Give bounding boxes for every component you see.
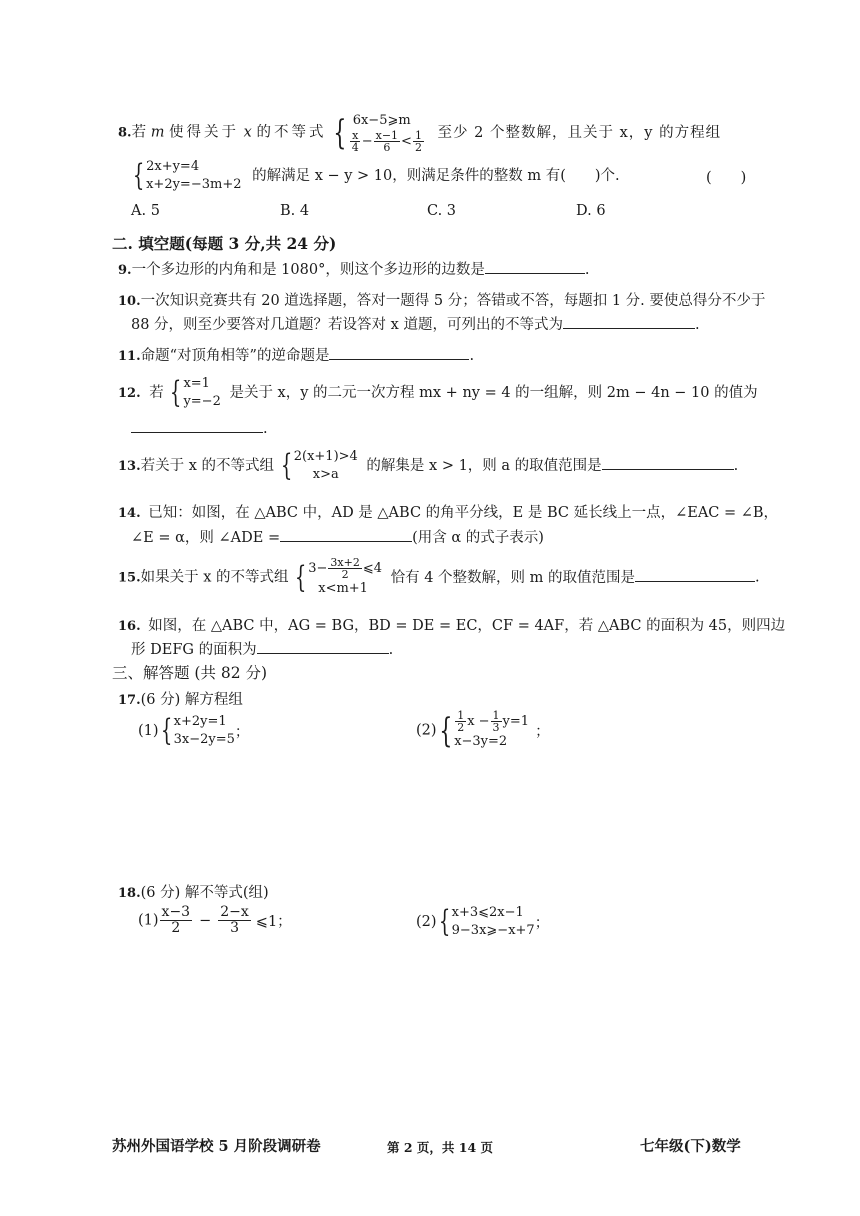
question-8-line1 bbox=[118, 112, 721, 153]
system-row: x+2y=1 bbox=[173, 714, 227, 729]
question-18-title bbox=[118, 881, 269, 902]
question-number: 18. bbox=[118, 886, 141, 901]
choice-c: C. 3 bbox=[427, 203, 457, 219]
part-label: (1) bbox=[138, 912, 159, 929]
left-brace: { bbox=[438, 710, 452, 751]
text: . bbox=[263, 421, 268, 437]
var-x: x bbox=[243, 124, 252, 141]
fraction: $\frac{x-1}{6}$ bbox=[375, 129, 399, 154]
section-heading: 二. 填空题(每题 3 分,共 24 分) bbox=[112, 234, 337, 253]
system-row: x+3⩽2x−1 bbox=[451, 905, 524, 920]
text: 的解集是 x > 1，则 a 的取值范围是 bbox=[366, 458, 602, 474]
question-12-line1 bbox=[118, 375, 758, 411]
system-row: 3x−2y=5 bbox=[173, 732, 235, 747]
question-number: 12. bbox=[118, 386, 141, 401]
system-row: 9−3x⩾−x+7 bbox=[451, 923, 535, 938]
question-number: 15. bbox=[118, 570, 141, 586]
question-number: 9. bbox=[118, 263, 132, 278]
answer-blank bbox=[485, 259, 585, 274]
text: (6 分) 解方程组 bbox=[140, 692, 243, 708]
question-10-line1 bbox=[118, 289, 765, 310]
left-brace: { bbox=[333, 112, 347, 153]
text: 若 bbox=[149, 385, 164, 401]
part-label: (2) bbox=[416, 722, 437, 739]
system-row: 6x−5⩾m bbox=[352, 113, 411, 128]
question-number: 16. bbox=[118, 619, 141, 634]
question-10-line2 bbox=[131, 313, 700, 334]
inequality-system bbox=[308, 557, 382, 598]
footer-school: 苏州外国语学校 5 月阶段调研卷 bbox=[112, 1138, 321, 1155]
text: 形 DEFG 的面积为 bbox=[131, 642, 257, 658]
question-number: 11. bbox=[118, 349, 141, 364]
text: . bbox=[755, 569, 760, 586]
question-13 bbox=[118, 448, 738, 484]
left-brace: { bbox=[160, 713, 172, 748]
text: 命题“对顶角相等”的逆命题是 bbox=[140, 348, 330, 364]
text: ； bbox=[535, 724, 550, 740]
system-row: x+2y=−3m+2 bbox=[146, 177, 242, 192]
system-row: 2x+y=4 bbox=[146, 159, 200, 174]
text: 的解满足 x − y > 10，则满足条件的整数 m 有( )个. bbox=[252, 168, 620, 184]
answer-blank bbox=[635, 567, 755, 582]
question-18-part2 bbox=[416, 904, 549, 940]
var-m: m bbox=[150, 124, 165, 141]
question-17-part2 bbox=[416, 710, 550, 751]
left-brace: { bbox=[132, 158, 145, 193]
fraction: $\frac{1}{2}$ bbox=[457, 709, 465, 734]
answer-blank bbox=[257, 639, 389, 654]
question-17-part1 bbox=[138, 713, 249, 749]
text: ∠E = α，则 ∠ADE = bbox=[131, 530, 281, 546]
equation-system bbox=[454, 710, 529, 751]
left-brace: { bbox=[294, 559, 307, 595]
system-row: $\frac{1}{2}$ x − $\frac{1}{3}$ y=1 bbox=[457, 709, 530, 734]
text: (6 分) 解不等式(组) bbox=[140, 885, 269, 901]
fraction: $\frac{1}{2}$ bbox=[414, 129, 422, 154]
text: . bbox=[694, 317, 700, 333]
left-brace: { bbox=[170, 375, 182, 410]
text: 的不等式 bbox=[256, 124, 327, 141]
answer-paren: ( ) bbox=[706, 170, 747, 186]
system-row: x=1 bbox=[183, 376, 210, 391]
text: ⩽1； bbox=[255, 914, 292, 930]
question-15 bbox=[118, 557, 760, 598]
question-17-title bbox=[118, 688, 243, 709]
text: 若 bbox=[131, 124, 147, 141]
left-brace: { bbox=[438, 904, 450, 939]
footer-page-number: 第 2 页，共 14 页 bbox=[387, 1140, 493, 1155]
part-label: (1) bbox=[138, 723, 159, 739]
question-number: 17. bbox=[118, 693, 141, 708]
question-number: 14. bbox=[118, 506, 141, 521]
system-row: 2(x+1)>4 bbox=[293, 449, 358, 464]
inequality-system bbox=[452, 904, 535, 940]
answer-blank bbox=[563, 314, 695, 329]
text: 若关于 x 的不等式组 bbox=[140, 458, 275, 474]
text: 恰有 4 个整数解，则 m 的取值范围是 bbox=[390, 569, 636, 586]
text: 如果关于 x 的不等式组 bbox=[140, 569, 289, 586]
fraction: $\frac{x-3}{2}$ bbox=[161, 904, 191, 936]
text: 88 分，则至少要答对几道题？若设答对 x 道题，可列出的不等式为 bbox=[131, 317, 563, 333]
system-row: x>a bbox=[312, 467, 339, 482]
question-8-line2 bbox=[131, 158, 620, 194]
system-row: x<m+1 bbox=[318, 581, 368, 596]
answer-blank bbox=[602, 455, 734, 470]
system-row: x−3y=2 bbox=[454, 734, 508, 749]
choice-b: B. 4 bbox=[280, 203, 310, 219]
solution-system bbox=[183, 375, 220, 411]
fraction: $\frac{3x+2}{2}$ bbox=[330, 556, 360, 581]
text: (用含 α 的式子表示) bbox=[412, 530, 544, 546]
question-9 bbox=[118, 258, 589, 279]
fraction: $\frac{1}{3}$ bbox=[492, 709, 500, 734]
left-brace: { bbox=[280, 448, 292, 483]
text: . bbox=[469, 348, 475, 364]
text: ； bbox=[534, 915, 550, 932]
question-number: 10. bbox=[118, 294, 141, 309]
system-row: y=−2 bbox=[183, 394, 221, 409]
text: 如图，在 △ABC 中，AG = BG，BD = DE = EC，CF = 4AF，若 △ABC 的面积为 45，则四边 bbox=[148, 618, 786, 634]
text: . bbox=[733, 458, 739, 474]
text: . bbox=[388, 642, 394, 658]
text: 一个多边形的内角和是 1080°，则这个多边形的边数是 bbox=[131, 262, 485, 278]
footer-subject: 七年级(下)数学 bbox=[640, 1138, 741, 1155]
system-row: 3− $\frac{3x+2}{2}$ ⩽4 bbox=[308, 556, 382, 581]
inequality-system bbox=[294, 448, 358, 484]
text: ； bbox=[234, 724, 250, 741]
question-number: 13. bbox=[118, 459, 141, 474]
answer-blank bbox=[131, 418, 263, 433]
choice-d: D. 6 bbox=[576, 203, 606, 219]
question-number: 8. bbox=[118, 125, 132, 141]
question-12-line2 bbox=[131, 418, 268, 437]
part-label: (2) bbox=[416, 914, 437, 930]
text: 使得关于 bbox=[169, 124, 240, 141]
choice-a: A. 5 bbox=[131, 203, 160, 219]
fraction: $\frac{2-x}{3}$ bbox=[220, 904, 249, 936]
text: 是关于 x，y 的二元一次方程 mx + ny = 4 的一组解，则 2m − 4n − 10 的值为 bbox=[229, 385, 758, 401]
question-16-line2 bbox=[131, 638, 393, 659]
question-14-line1 bbox=[118, 501, 778, 522]
equation-system bbox=[174, 713, 235, 749]
text: . bbox=[584, 262, 590, 278]
question-18-part1 bbox=[138, 905, 292, 936]
inequality-system bbox=[349, 112, 425, 153]
text: 已知：如图，在 △ABC 中，AD 是 △ABC 的角平分线，E 是 BC 延长线上一点，∠EAC = ∠B， bbox=[148, 505, 779, 521]
question-11 bbox=[118, 344, 474, 365]
text: 至少 2 个整数解，且关于 x，y 的方程组 bbox=[437, 124, 722, 141]
section-heading: 三、解答题 (共 82 分) bbox=[112, 664, 268, 682]
fraction: $\frac{x}{4}$ bbox=[351, 129, 359, 154]
text: − bbox=[199, 912, 212, 929]
answer-blank bbox=[280, 527, 412, 542]
system-row: $\frac{x}{4}$ − $\frac{x-1}{6}$ < $\frac{1}{2}$ bbox=[351, 129, 422, 154]
question-16-line1 bbox=[118, 614, 785, 635]
equation-system bbox=[146, 158, 241, 194]
answer-blank bbox=[329, 345, 469, 360]
text: 一次知识竞赛共有 20 道选择题，答对一题得 5 分；答错或不答，每题扣 1 分. 要使总得分不少于 bbox=[140, 293, 766, 309]
question-14-line2 bbox=[131, 526, 544, 547]
